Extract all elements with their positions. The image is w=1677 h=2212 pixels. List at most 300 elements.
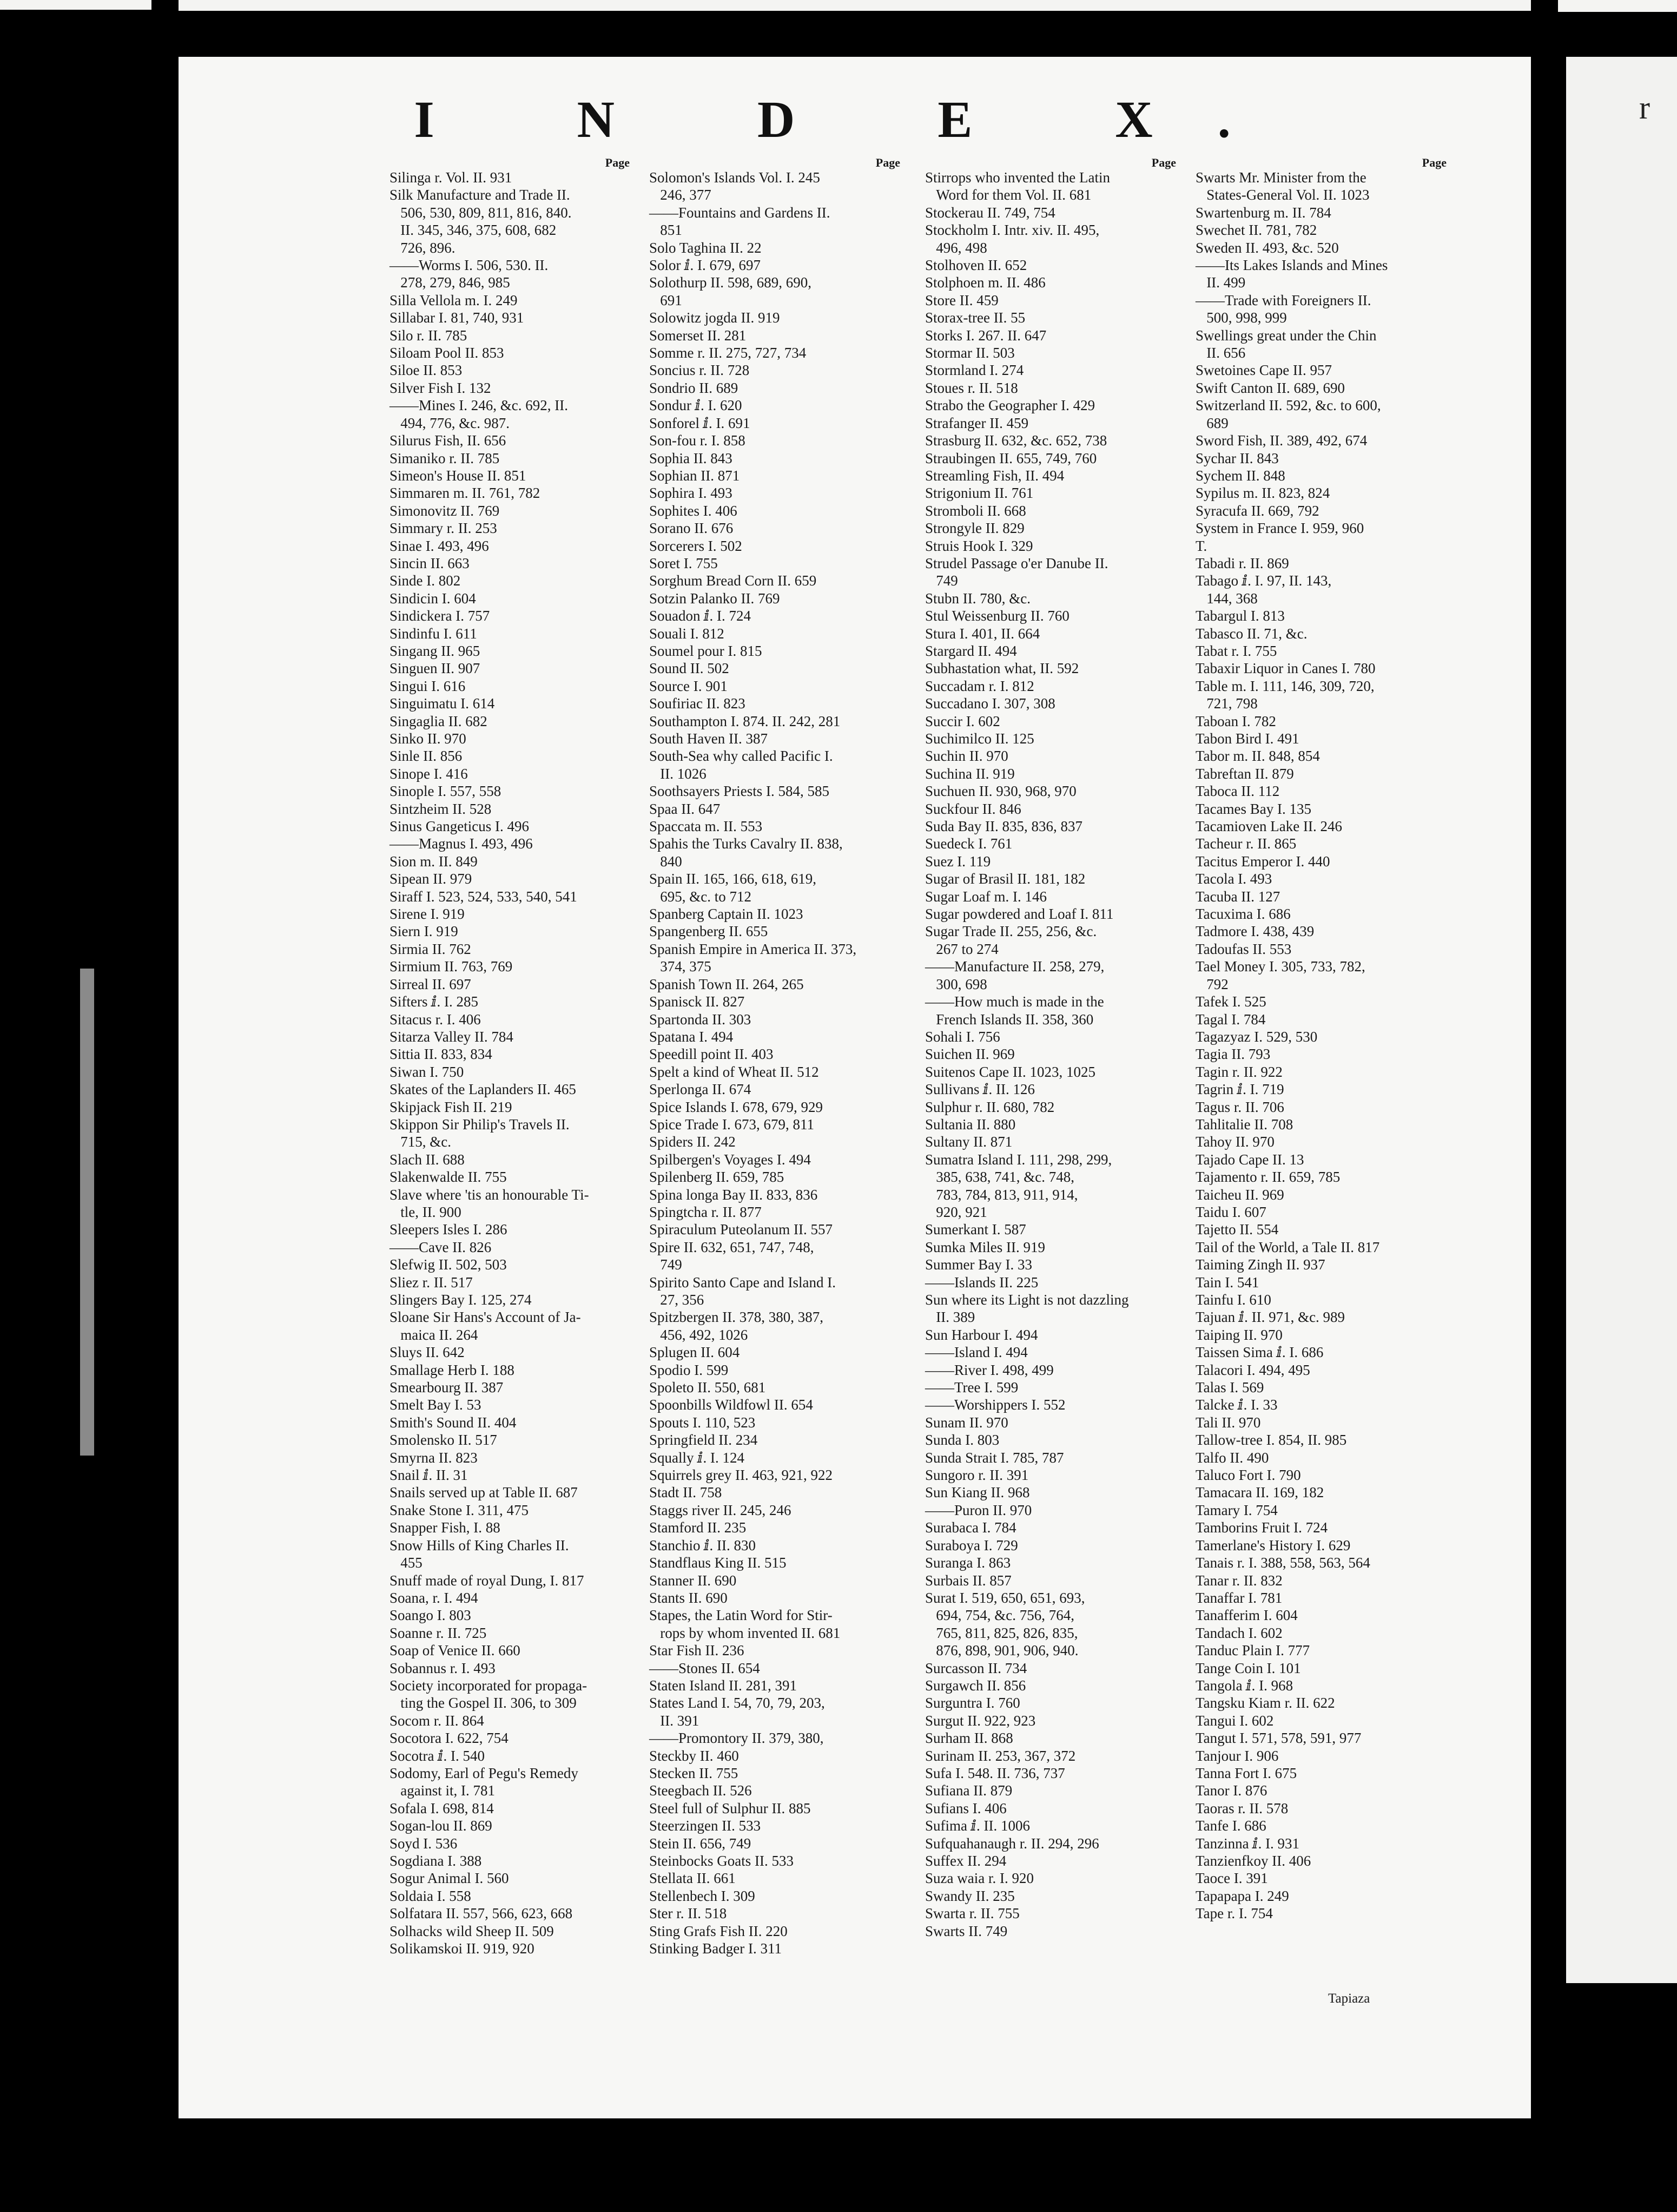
entry-list [1196, 169, 1450, 1923]
index-entry: Sobannus r. I. 493 [389, 1660, 496, 1676]
index-entry: Sohali I. 756 [925, 1028, 1000, 1045]
index-entry: 278, 279, 846, 985 [389, 274, 510, 291]
index-entry: Swarta r. II. 755 [925, 1905, 1020, 1922]
index-entry: Spiders II. 242 [649, 1134, 736, 1150]
index-entry: Squally ⅈ. I. 124 [649, 1449, 745, 1466]
index-entry: Star Fish II. 236 [649, 1642, 744, 1659]
index-entry: Sirmium II. 763, 769 [389, 958, 513, 975]
index-entry: Strongyle II. 829 [925, 520, 1025, 537]
index-entry: Socotora I. 622, 754 [389, 1730, 509, 1747]
index-entry: Tanjour I. 906 [1196, 1747, 1279, 1764]
index-entry: Snail ⅈ. II. 31 [389, 1467, 468, 1484]
index-entry: Sultania II. 880 [925, 1116, 1016, 1133]
index-entry: Sifters ⅈ. I. 285 [389, 993, 478, 1010]
index-entry: Sulphur r. II. 680, 782 [925, 1098, 1055, 1115]
index-entry: Tagal I. 784 [1196, 1011, 1266, 1028]
index-entry: ——Magnus I. 493, 496 [389, 835, 533, 852]
index-entry: Stirrops who invented the Latin [925, 169, 1110, 186]
index-entry: ——Tree I. 599 [925, 1379, 1019, 1396]
index-entry: Tagus r. II. 706 [1196, 1098, 1284, 1115]
index-entry: ——Its Lakes Islands and Mines [1196, 257, 1388, 274]
index-entry: Tacames Bay I. 135 [1196, 800, 1312, 817]
index-entry: Tabat r. I. 755 [1196, 642, 1277, 659]
index-entry: Taboca II. 112 [1196, 783, 1280, 800]
index-entry: against it, I. 781 [389, 1782, 495, 1799]
index-entry: Sumka Miles II. 919 [925, 1239, 1045, 1255]
index-entry: Sun Kiang II. 968 [925, 1484, 1030, 1501]
index-entry: Spatana I. 494 [649, 1028, 734, 1045]
index-entry: Straubingen II. 655, 749, 760 [925, 450, 1097, 466]
index-entry: Tamborins Fruit I. 724 [1196, 1519, 1328, 1536]
top-edge-strip-middle [179, 0, 1531, 11]
index-entry: Tabreftan II. 879 [1196, 765, 1294, 782]
index-entry: Silla Vellola m. I. 249 [389, 292, 518, 308]
index-entry: Tajado Cape II. 13 [1196, 1151, 1304, 1168]
index-entry: Sonforel ⅈ. I. 691 [649, 414, 750, 431]
index-entry: Word for them Vol. II. 681 [925, 187, 1092, 203]
index-entry: ——Puron II. 970 [925, 1502, 1032, 1518]
index-entry: Syracufa II. 669, 792 [1196, 502, 1319, 519]
index-entry: 246, 377 [649, 187, 711, 203]
index-entry: Suez I. 119 [925, 853, 991, 870]
index-entry: South-Sea why called Pacific I. [649, 748, 833, 765]
index-entry: Sinae I. 493, 496 [389, 537, 489, 554]
index-entry: Streamling Fish, II. 494 [925, 467, 1065, 484]
index-entry: Strasburg II. 632, &c. 652, 738 [925, 432, 1107, 449]
index-entry: 494, 776, &c. 987. [389, 414, 510, 431]
index-entry: 27, 356 [649, 1292, 704, 1308]
index-entry: Tanafferim I. 604 [1196, 1607, 1298, 1624]
index-entry: Sperlonga II. 674 [649, 1081, 751, 1098]
index-entry: Swarts II. 749 [925, 1923, 1008, 1939]
index-entry: Simonovitz II. 769 [389, 502, 500, 519]
index-entry: Soufiriac II. 823 [649, 695, 745, 712]
index-entry: Spahis the Turks Cavalry II. 838, [649, 835, 843, 852]
index-entry: Sitacus r. I. 406 [389, 1011, 481, 1028]
index-entry: Sliez r. II. 517 [389, 1274, 473, 1291]
index-entry: Spire II. 632, 651, 747, 748, [649, 1239, 814, 1255]
index-entry: Tangui I. 602 [1196, 1712, 1274, 1729]
index-entry: Tadoufas II. 553 [1196, 940, 1292, 957]
index-entry: Sinus Gangeticus I. 496 [389, 818, 529, 835]
index-entry: Slefwig II. 502, 503 [389, 1256, 507, 1273]
index-entry: Stolhoven II. 652 [925, 257, 1027, 274]
index-entry: Tanzinna ⅈ. I. 931 [1196, 1835, 1300, 1852]
index-entry: Swift Canton II. 689, 690 [1196, 379, 1345, 396]
index-entry: Tandach I. 602 [1196, 1624, 1283, 1641]
index-entry: Socotra ⅈ. I. 540 [389, 1747, 485, 1764]
index-entry: Tapapapa I. 249 [1196, 1887, 1289, 1904]
index-entry: Swechet II. 781, 782 [1196, 222, 1317, 239]
index-entry: Taiming Zingh II. 937 [1196, 1256, 1325, 1273]
index-entry: Tamerlane's History I. 629 [1196, 1537, 1351, 1553]
index-entry: Tain I. 541 [1196, 1274, 1259, 1291]
index-entry: Solothurp II. 598, 689, 690, [649, 274, 811, 291]
index-entry: maica II. 264 [389, 1326, 478, 1343]
index-entry: tle, II. 900 [389, 1203, 461, 1220]
index-entry: Stul Weissenburg II. 760 [925, 608, 1069, 624]
index-entry: Spelt a kind of Wheat II. 512 [649, 1063, 819, 1080]
page-number-header: Page [1151, 156, 1176, 169]
index-entry: Sirene I. 919 [389, 906, 465, 923]
index-entry: Spingtcha r. II. 877 [649, 1203, 762, 1220]
index-entry: Singuen II. 907 [389, 660, 480, 677]
index-entry: Stormland I. 274 [925, 362, 1024, 379]
index-entry: Stockerau II. 749, 754 [925, 204, 1055, 221]
index-entry: Suichen II. 969 [925, 1046, 1015, 1063]
index-entry: Swetoines Cape II. 957 [1196, 362, 1332, 379]
index-entry: Spouts I. 110, 523 [649, 1414, 756, 1431]
index-entry: ——Island I. 494 [925, 1344, 1028, 1361]
index-entry: Storax-tree II. 55 [925, 310, 1026, 326]
index-entry: Table m. I. 111, 146, 309, 720, [1196, 677, 1375, 694]
index-entry: Sufima ⅈ. II. 1006 [925, 1818, 1030, 1834]
index-entry: Sinope I. 416 [389, 765, 468, 782]
index-entry: Strigonium II. 761 [925, 485, 1034, 502]
index-entry: Staten Island II. 281, 391 [649, 1677, 797, 1694]
top-edge-strip-right [1558, 0, 1677, 12]
index-entry: Souadon ⅈ. I. 724 [649, 608, 751, 624]
index-entry: Soldaia I. 558 [389, 1887, 471, 1904]
index-entry: Spaccata m. II. 553 [649, 818, 763, 835]
index-entry: Spice Islands I. 678, 679, 929 [649, 1098, 823, 1115]
index-entry: French Islands II. 358, 360 [925, 1011, 1094, 1028]
index-entry: Succadam r. I. 812 [925, 677, 1034, 694]
index-entry: Talfo II. 490 [1196, 1449, 1269, 1466]
index-entry: Tail of the World, a Tale II. 817 [1196, 1239, 1380, 1255]
top-edge-strip-left [0, 0, 151, 10]
index-entry: Sofala I. 698, 814 [389, 1800, 494, 1816]
index-entry: Sindicin I. 604 [389, 590, 476, 607]
index-entry: Tabago ⅈ. I. 97, II. 143, [1196, 572, 1332, 589]
index-entry: Soap of Venice II. 660 [389, 1642, 520, 1659]
index-entry: Souali I. 812 [649, 625, 724, 642]
index-entry: Tangsku Kiam r. II. 622 [1196, 1695, 1335, 1711]
index-entry: Skipjack Fish II. 219 [389, 1098, 512, 1115]
index-entry: ——How much is made in the [925, 993, 1104, 1010]
index-entry: Smolensko II. 517 [389, 1432, 497, 1449]
index-entry: Smith's Sound II. 404 [389, 1414, 517, 1431]
index-entry: Strabo the Geographer I. 429 [925, 397, 1095, 414]
page-number-header: Page [605, 156, 630, 169]
index-entry: Sophites I. 406 [649, 502, 737, 519]
index-entry: Squirrels grey II. 463, 921, 922 [649, 1467, 833, 1484]
index-entry: Taluco Fort I. 790 [1196, 1467, 1301, 1484]
index-entry: Snake Stone I. 311, 475 [389, 1502, 529, 1518]
index-entry: Smyrna II. 823 [389, 1449, 478, 1466]
index-entry: Tallow-tree I. 854, II. 985 [1196, 1432, 1347, 1449]
index-entry: II. 345, 346, 375, 608, 682 [389, 222, 557, 239]
index-entry: 300, 698 [925, 976, 987, 992]
index-entry: South Haven II. 387 [649, 730, 768, 747]
index-entry: 456, 492, 1026 [649, 1326, 748, 1343]
index-entry: Tanzienfkoy II. 406 [1196, 1853, 1311, 1869]
index-entry: Tanor I. 876 [1196, 1782, 1267, 1799]
index-entry: 500, 998, 999 [1196, 310, 1287, 326]
index-entry: Skates of the Laplanders II. 465 [389, 1081, 576, 1098]
index-entry: Sodomy, Earl of Pegu's Remedy [389, 1765, 578, 1781]
index-entry: T. [1196, 537, 1207, 554]
index-entry: 374, 375 [649, 958, 711, 975]
index-entry: Taiping II. 970 [1196, 1326, 1283, 1343]
index-entry: Sillabar I. 81, 740, 931 [389, 310, 524, 326]
index-entry: II. 656 [1196, 345, 1246, 361]
index-entry: Sun where its Light is not dazzling [925, 1292, 1129, 1308]
index-page [179, 57, 1531, 2118]
index-entry: Succadano I. 307, 308 [925, 695, 1055, 712]
index-entry: Solomon's Islands Vol. I. 245 [649, 169, 820, 186]
index-entry: Sophira I. 493 [649, 485, 732, 502]
index-entry: Spodio I. 599 [649, 1361, 729, 1378]
index-entry: Talacori I. 494, 495 [1196, 1361, 1310, 1378]
entry-list [649, 169, 903, 1957]
index-entry: Tanaffar I. 781 [1196, 1589, 1283, 1606]
index-entry: Soanne r. II. 725 [389, 1624, 487, 1641]
index-entry: Slach II. 688 [389, 1151, 465, 1168]
entry-list [925, 169, 1179, 1940]
index-entry: 765, 811, 825, 826, 835, [925, 1624, 1078, 1641]
index-entry: Tange Coin I. 101 [1196, 1660, 1301, 1676]
index-entry: Suedeck I. 761 [925, 835, 1013, 852]
index-entry: Suitenos Cape II. 1023, 1025 [925, 1063, 1095, 1080]
index-entry: Taicheu II. 969 [1196, 1186, 1284, 1203]
index-entry: Sintzheim II. 528 [389, 800, 492, 817]
index-entry: Sittia II. 833, 834 [389, 1046, 492, 1063]
index-entry: Stinking Badger I. 311 [649, 1940, 782, 1957]
index-entry: Springfield II. 234 [649, 1432, 758, 1449]
index-entry: Speedill point II. 403 [649, 1046, 774, 1063]
index-entry: Stubn II. 780, &c. [925, 590, 1031, 607]
index-entry: 695, &c. to 712 [649, 888, 751, 905]
index-entry: II. 391 [649, 1712, 699, 1729]
index-entry: II. 499 [1196, 274, 1246, 291]
index-entry: Sufiana II. 879 [925, 1782, 1013, 1799]
index-entry: 691 [649, 292, 682, 308]
index-entry: 496, 498 [925, 239, 987, 256]
adjacent-page-glyph: r [1639, 90, 1650, 126]
index-entry: ——Manufacture II. 258, 279, [925, 958, 1105, 975]
index-entry: Sorcerers I. 502 [649, 537, 742, 554]
index-entry: Tabargul I. 813 [1196, 608, 1285, 624]
index-entry: Tali II. 970 [1196, 1414, 1261, 1431]
index-entry: Spiraculum Puteolanum II. 557 [649, 1221, 833, 1238]
index-entry: Soana, r. I. 494 [389, 1589, 478, 1606]
index-entry: Tagazyaz I. 529, 530 [1196, 1028, 1318, 1045]
index-entry: Sweden II. 493, &c. 520 [1196, 239, 1339, 256]
index-entry: Sinko II. 970 [389, 730, 466, 747]
index-entry: Tacuxima I. 686 [1196, 906, 1291, 923]
index-entry: Sound II. 502 [649, 660, 729, 677]
index-entry: Spartonda II. 303 [649, 1011, 751, 1028]
index-entry: System in France I. 959, 960 [1196, 520, 1364, 537]
index-entry: Somme r. II. 275, 727, 734 [649, 345, 807, 361]
index-entry: Spanisck II. 827 [649, 993, 745, 1010]
catchword: Tapiaza [1328, 1991, 1370, 2006]
index-entry: 840 [649, 853, 682, 870]
index-entry: Sunda Strait I. 785, 787 [925, 1449, 1064, 1466]
index-entry: Sophia II. 843 [649, 450, 732, 466]
index-entry: Suda Bay II. 835, 836, 837 [925, 818, 1082, 835]
index-entry: Sword Fish, II. 389, 492, 674 [1196, 432, 1368, 449]
index-entry: Source I. 901 [649, 677, 728, 694]
index-entry: Solowitz jogda II. 919 [649, 310, 780, 326]
index-entry: Steckby II. 460 [649, 1747, 739, 1764]
index-entry: Tael Money I. 305, 733, 782, [1196, 958, 1365, 975]
index-entry: Tacheur r. II. 865 [1196, 835, 1297, 852]
index-entry: Sorano II. 676 [649, 520, 734, 537]
index-entry: Tanfe I. 686 [1196, 1818, 1266, 1834]
index-entry: Sumerkant I. 587 [925, 1221, 1026, 1238]
index-entry: Stein II. 656, 749 [649, 1835, 751, 1852]
index-entry: Slingers Bay I. 125, 274 [389, 1292, 532, 1308]
index-entry: Suffex II. 294 [925, 1853, 1007, 1869]
index-entry: Tanar r. II. 832 [1196, 1572, 1283, 1589]
index-entry: Swartenburg m. II. 784 [1196, 204, 1331, 221]
index-entry: Sumatra Island I. 111, 298, 299, [925, 1151, 1112, 1168]
index-entry: Siloam Pool II. 853 [389, 345, 504, 361]
index-entry: 749 [649, 1256, 682, 1273]
index-entry: Snuff made of royal Dung, I. 817 [389, 1572, 584, 1589]
index-entry: Spirito Santo Cape and Island I. [649, 1274, 836, 1291]
index-entry: ting the Gospel II. 306, to 309 [389, 1695, 577, 1711]
index-column-3 [925, 157, 1179, 1940]
index-entry: Snapper Fish, I. 88 [389, 1519, 500, 1536]
index-entry: Sunda I. 803 [925, 1432, 1000, 1449]
index-entry: ——Fountains and Gardens II. [649, 204, 830, 221]
index-entry: Spanish Empire in America II. 373, [649, 940, 857, 957]
index-entry: ——River I. 498, 499 [925, 1361, 1054, 1378]
index-entry: Tamacara II. 169, 182 [1196, 1484, 1324, 1501]
page-number-header: Page [1422, 156, 1447, 169]
entry-list [389, 169, 633, 1957]
index-entry: Stanner II. 690 [649, 1572, 737, 1589]
index-entry: Sinople I. 557, 558 [389, 783, 501, 800]
index-entry: Spain II. 165, 166, 618, 619, [649, 871, 816, 887]
index-entry: Tanduc Plain I. 777 [1196, 1642, 1310, 1659]
index-entry: Stapes, the Latin Word for Stir- [649, 1607, 833, 1624]
index-entry: Spoleto II. 550, 681 [649, 1379, 766, 1396]
page-number-header: Page [875, 156, 900, 169]
index-entry: ——Stones II. 654 [649, 1660, 760, 1676]
index-entry: Sitarza Valley II. 784 [389, 1028, 513, 1045]
index-entry: Splugen II. 604 [649, 1344, 740, 1361]
index-entry: Sindickera I. 757 [389, 608, 490, 624]
index-entry: Slakenwalde II. 755 [389, 1169, 507, 1186]
index-entry: Surguntra I. 760 [925, 1695, 1020, 1711]
index-entry: Son-fou r. I. 858 [649, 432, 745, 449]
index-entry: Sirmia II. 762 [389, 940, 471, 957]
index-entry: Stellata II. 661 [649, 1870, 736, 1887]
index-entry: Sorghum Bread Corn II. 659 [649, 572, 817, 589]
index-entry: Surcasson II. 734 [925, 1660, 1027, 1676]
index-entry: Silk Manufacture and Trade II. [389, 187, 570, 203]
index-entry: Singui I. 616 [389, 677, 466, 694]
index-entry: Socom r. II. 864 [389, 1712, 484, 1729]
index-entry: ——Islands II. 225 [925, 1274, 1039, 1291]
index-entry: Solhacks wild Sheep II. 509 [389, 1923, 554, 1939]
index-entry: 715, &c. [389, 1134, 451, 1150]
index-entry: ——Promontory II. 379, 380, [649, 1730, 824, 1747]
index-entry: Tajamento r. II. 659, 785 [1196, 1169, 1341, 1186]
index-entry: Silinga r. Vol. II. 931 [389, 169, 512, 186]
index-entry: Sullivans ⅈ. II. 126 [925, 1081, 1035, 1098]
index-entry: Tahlitalie II. 708 [1196, 1116, 1293, 1133]
index-entry: Soumel pour I. 815 [649, 642, 762, 659]
index-entry: Spoonbills Wildfowl II. 654 [649, 1397, 813, 1413]
index-entry: Soyd I. 536 [389, 1835, 458, 1852]
index-entry: Skippon Sir Philip's Travels II. [389, 1116, 570, 1133]
index-entry: Tacuba II. 127 [1196, 888, 1280, 905]
index-entry: Stanchio ⅈ. II. 830 [649, 1537, 756, 1553]
index-entry: 267 to 274 [925, 940, 999, 957]
index-entry: Taboan I. 782 [1196, 713, 1276, 729]
index-entry: Storks I. 267. II. 647 [925, 327, 1047, 344]
index-entry: Singuimatu I. 614 [389, 695, 495, 712]
index-entry: Spice Trade I. 673, 679, 811 [649, 1116, 814, 1133]
index-entry: Suza waia r. I. 920 [925, 1870, 1034, 1887]
index-entry: Tabaxir Liquor in Canes I. 780 [1196, 660, 1376, 677]
index-entry: Soothsayers Priests I. 584, 585 [649, 783, 829, 800]
index-entry: Tangola ⅈ. I. 968 [1196, 1677, 1293, 1694]
index-entry: Tafek I. 525 [1196, 993, 1266, 1010]
index-entry: Sufa I. 548. II. 736, 737 [925, 1765, 1065, 1781]
index-entry: Stecken II. 755 [649, 1765, 738, 1781]
index-entry: Spina longa Bay II. 833, 836 [649, 1186, 818, 1203]
index-entry: Sugar of Brasil II. 181, 182 [925, 871, 1086, 887]
index-entry: Suchina II. 919 [925, 765, 1015, 782]
index-column-2 [649, 157, 903, 1957]
index-entry: Simaniko r. II. 785 [389, 450, 500, 466]
index-entry: Surham II. 868 [925, 1730, 1013, 1747]
index-entry: Sun Harbour I. 494 [925, 1326, 1038, 1343]
index-entry: Swandy II. 235 [925, 1887, 1015, 1904]
index-entry: Siwan I. 750 [389, 1063, 464, 1080]
index-entry: Tabor m. II. 848, 854 [1196, 748, 1320, 765]
index-entry: ——Trade with Foreigners II. [1196, 292, 1371, 308]
index-entry: Succir I. 602 [925, 713, 1000, 729]
index-entry: Talcke ⅈ. I. 33 [1196, 1397, 1278, 1413]
index-entry: Sypilus m. II. 823, 824 [1196, 485, 1330, 502]
index-entry: Summer Bay I. 33 [925, 1256, 1032, 1273]
index-entry: Sincin II. 663 [389, 555, 470, 571]
index-entry: Solo Taghina II. 22 [649, 239, 762, 256]
index-entry: Sychar II. 843 [1196, 450, 1279, 466]
index-entry: Staggs river II. 245, 246 [649, 1502, 791, 1518]
index-entry: ——Worms I. 506, 530. II. [389, 257, 549, 274]
index-entry: Tacola I. 493 [1196, 871, 1272, 887]
index-entry: ——Cave II. 826 [389, 1239, 492, 1255]
index-entry: Spilenberg II. 659, 785 [649, 1169, 784, 1186]
index-entry: Sungoro r. II. 391 [925, 1467, 1029, 1484]
index-entry: Tabon Bird I. 491 [1196, 730, 1299, 747]
index-entry: Swellings great under the Chin [1196, 327, 1377, 344]
index-entry: Tamary I. 754 [1196, 1502, 1278, 1518]
index-entry: Spitzbergen II. 378, 380, 387, [649, 1309, 823, 1326]
index-entry: Tagin r. II. 922 [1196, 1063, 1283, 1080]
index-entry: Solikamskoi II. 919, 920 [389, 1940, 534, 1957]
index-entry: Tangut I. 571, 578, 591, 977 [1196, 1730, 1362, 1747]
index-entry: Sugar Trade II. 255, 256, &c. [925, 923, 1097, 940]
index-entry: Struis Hook I. 329 [925, 537, 1033, 554]
index-entry: Stura I. 401, II. 664 [925, 625, 1040, 642]
index-entry: Suckfour II. 846 [925, 800, 1021, 817]
index-entry: Sinle II. 856 [389, 748, 463, 765]
index-entry: 721, 798 [1196, 695, 1258, 712]
index-entry: Southampton I. 874. II. 242, 281 [649, 713, 841, 729]
index-entry: ——Mines I. 246, &c. 692, II. [389, 397, 568, 414]
index-entry: Switzerland II. 592, &c. to 600, [1196, 397, 1381, 414]
index-entry: Suranga I. 863 [925, 1555, 1011, 1571]
